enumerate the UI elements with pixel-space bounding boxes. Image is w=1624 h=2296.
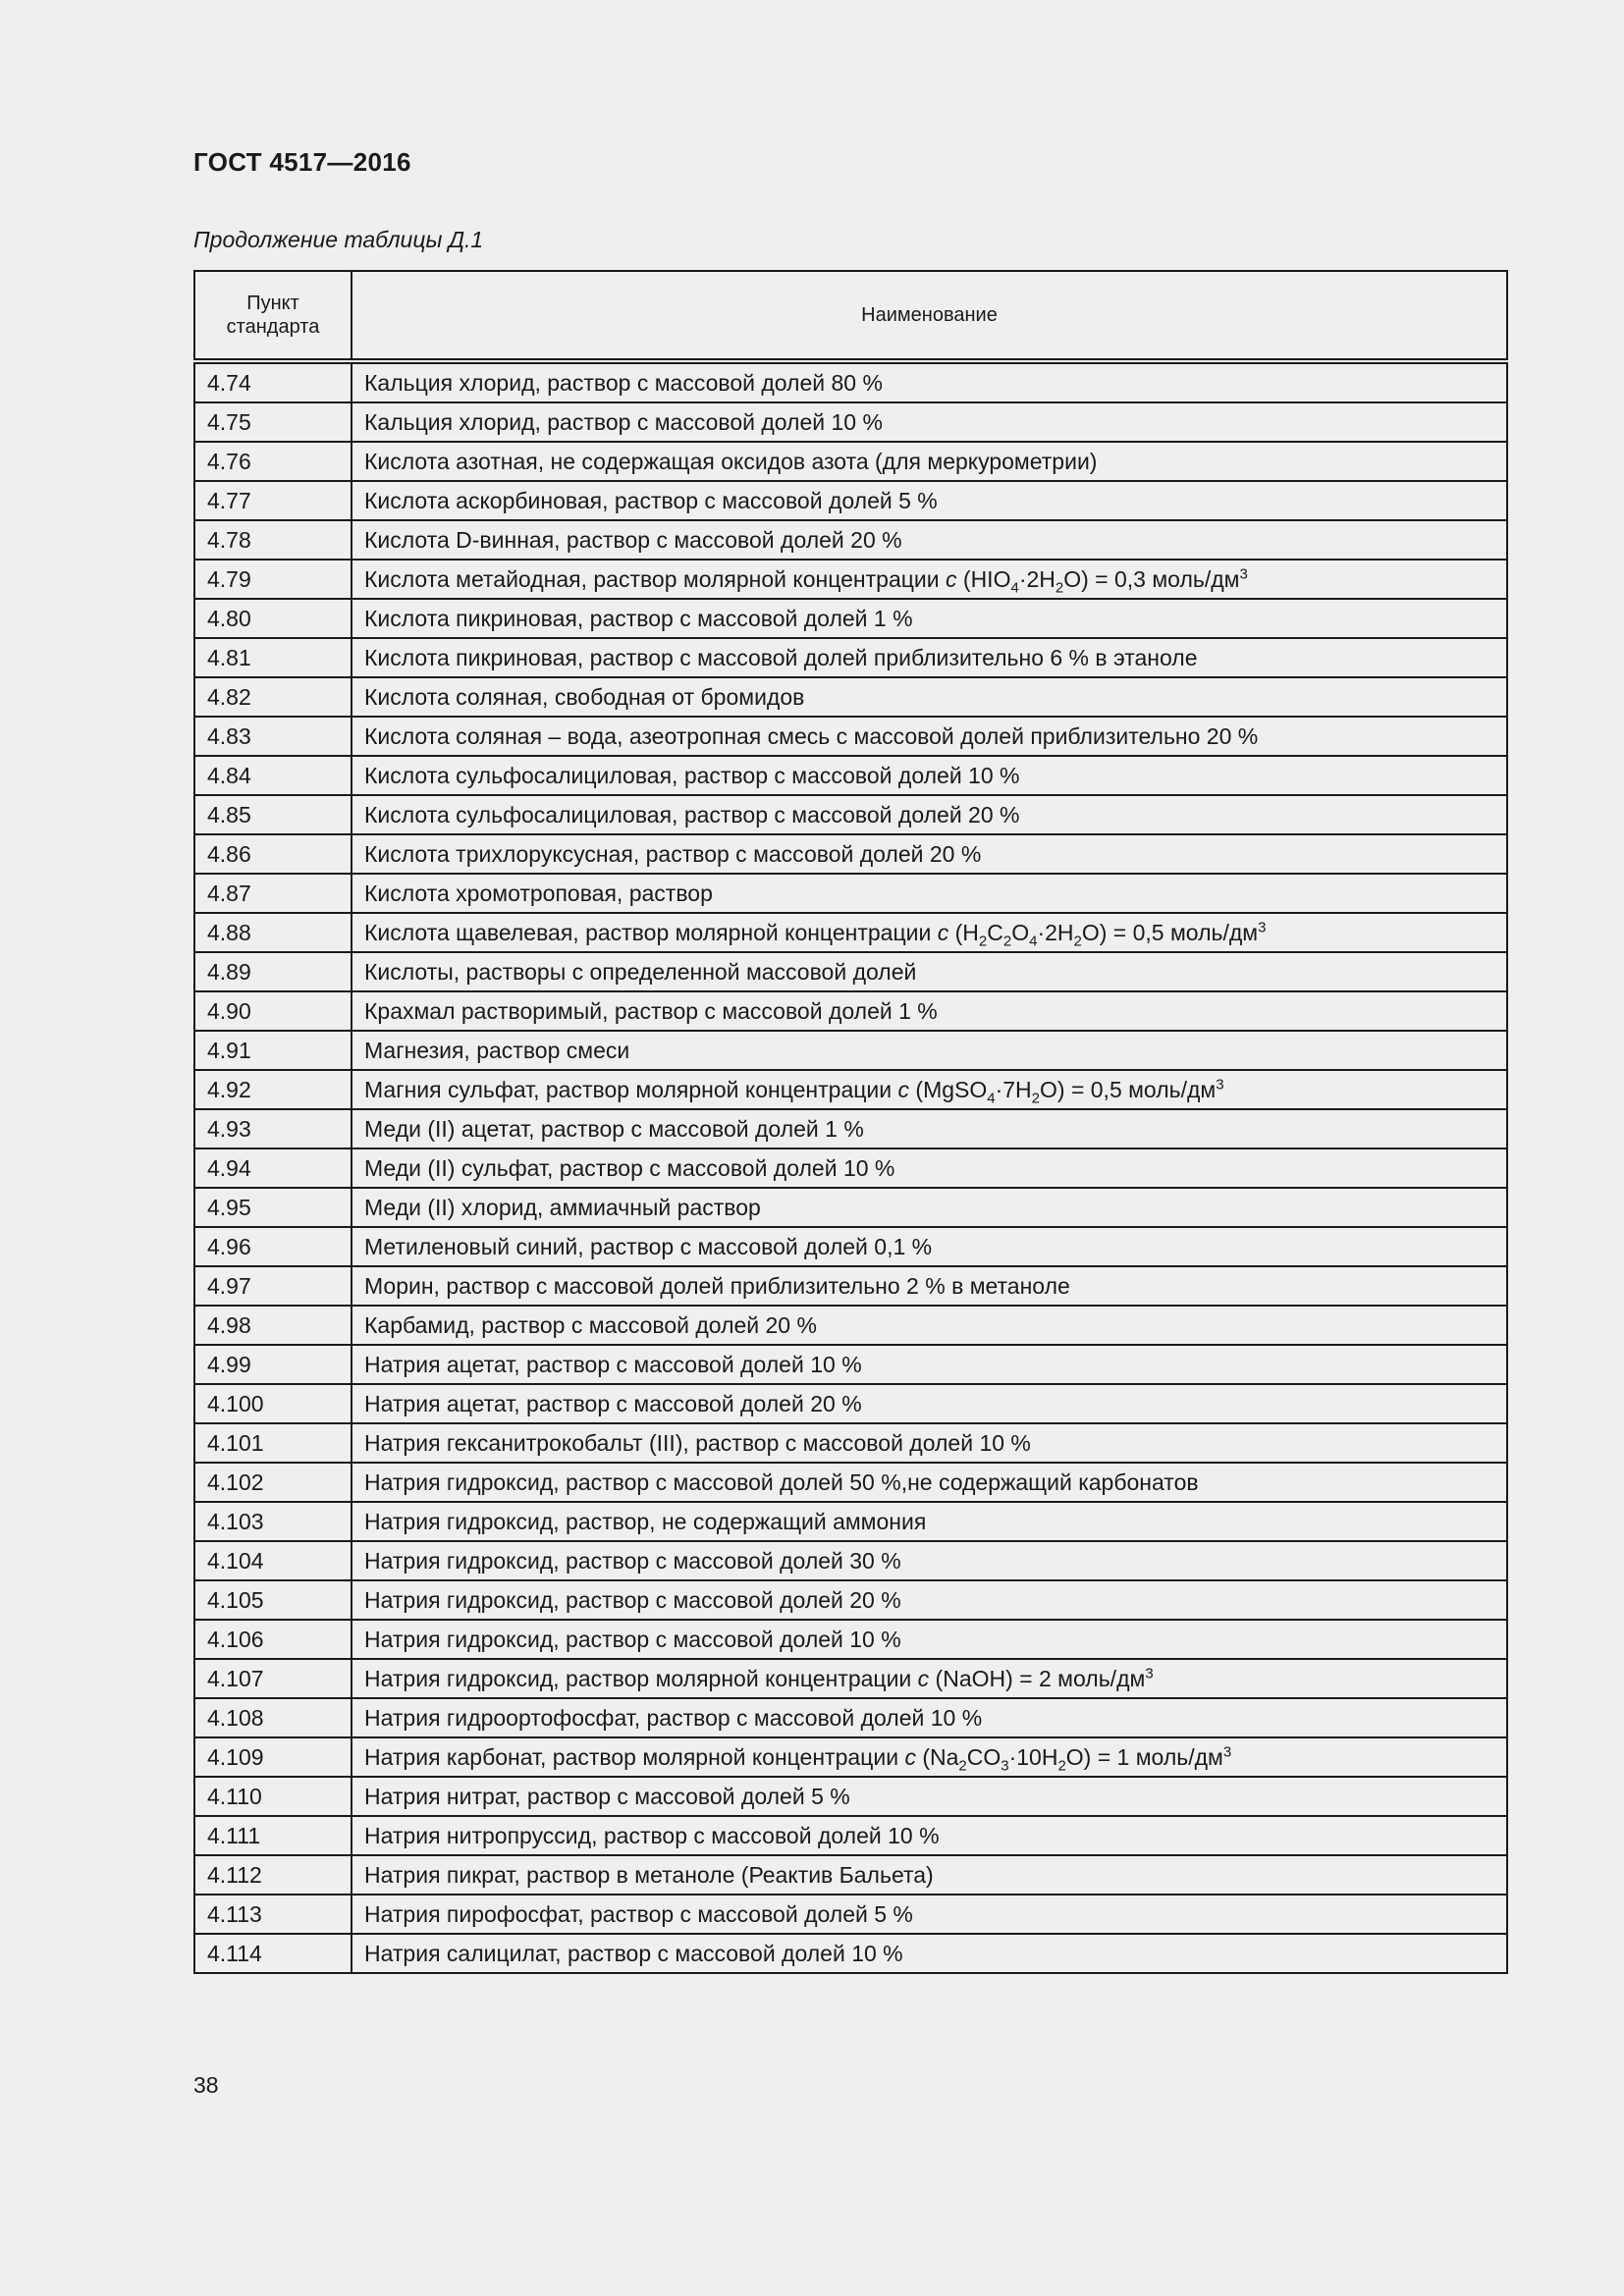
reagent-name-cell: Кислота соляная, свободная от бромидов (352, 677, 1507, 717)
table-row (194, 1541, 1507, 1580)
clause-number-cell: 4.108 (194, 1698, 352, 1737)
reagent-name-cell: Кислота трихлоруксусная, раствор с массовой долей 20 % (352, 834, 1507, 874)
clause-number-cell: 4.79 (194, 560, 352, 599)
reagent-name-cell: Натрия гидроксид, раствор с массовой долей 30 % (352, 1541, 1507, 1580)
table-row (194, 913, 1507, 952)
clause-number-cell: 4.106 (194, 1620, 352, 1659)
table-row (194, 1934, 1507, 1973)
reagent-name-cell: Меди (II) сульфат, раствор с массовой долей 10 % (352, 1148, 1507, 1188)
table-row (194, 1502, 1507, 1541)
table-row (194, 1031, 1507, 1070)
table-row (194, 1423, 1507, 1463)
clause-number-cell: 4.112 (194, 1855, 352, 1895)
page-number: 38 (193, 2072, 219, 2098)
table-row (194, 991, 1507, 1031)
clause-number-cell: 4.92 (194, 1070, 352, 1109)
clause-number-cell: 4.80 (194, 599, 352, 638)
table-body (194, 361, 1507, 1973)
clause-number-cell: 4.98 (194, 1306, 352, 1345)
clause-number-cell: 4.86 (194, 834, 352, 874)
reagent-name-cell: Кислота пикриновая, раствор с массовой долей приблизительно 6 % в этаноле (352, 638, 1507, 677)
clause-number-cell: 4.81 (194, 638, 352, 677)
clause-number-cell: 4.114 (194, 1934, 352, 1973)
clause-number-cell: 4.78 (194, 520, 352, 560)
clause-number-cell: 4.90 (194, 991, 352, 1031)
table-row (194, 481, 1507, 520)
table-row (194, 1698, 1507, 1737)
clause-number-cell: 4.105 (194, 1580, 352, 1620)
reagent-name-cell: Кислота сульфосалициловая, раствор с массовой долей 20 % (352, 795, 1507, 834)
header-clause-label: Пункт стандарта (226, 293, 320, 338)
header-name (352, 271, 1507, 361)
reagent-name-cell: Натрия нитропруссид, раствор с массовой долей 10 % (352, 1816, 1507, 1855)
clause-number-cell: 4.89 (194, 952, 352, 991)
table-row (194, 1070, 1507, 1109)
reagent-name-cell: Натрия карбонат, раствор молярной концентрации c $(Na_2CO_3\cdot 10H_2O) = 1$ моль/$дм^3$ (352, 1737, 1507, 1777)
clause-number-cell: 4.109 (194, 1737, 352, 1777)
table-row (194, 1855, 1507, 1895)
clause-number-cell: 4.102 (194, 1463, 352, 1502)
reagent-name-cell: Кислота метайодная, раствор молярной концентрации c $(HIO_4\cdot 2H_2O) = 0,3$ моль/$дм^3$ (352, 560, 1507, 599)
clause-number-cell: 4.76 (194, 442, 352, 481)
clause-number-cell: 4.94 (194, 1148, 352, 1188)
clause-number-cell: 4.88 (194, 913, 352, 952)
table-row (194, 361, 1507, 402)
table-header-row (194, 271, 1507, 361)
clause-number-cell: 4.99 (194, 1345, 352, 1384)
reagent-name-cell: Карбамид, раствор с массовой долей 20 % (352, 1306, 1507, 1345)
reagent-name-cell: Кислота хромотроповая, раствор (352, 874, 1507, 913)
clause-number-cell: 4.85 (194, 795, 352, 834)
reagent-name-cell: Натрия гидроксид, раствор с массовой долей 10 % (352, 1620, 1507, 1659)
reagent-name-cell: Натрия гексанитрокобальт (III), раствор с массовой долей 10 % (352, 1423, 1507, 1463)
header-name-label: Наименование (861, 304, 998, 326)
clause-number-cell: 4.100 (194, 1384, 352, 1423)
reagent-name-cell: Магнезия, раствор смеси (352, 1031, 1507, 1070)
table-row (194, 952, 1507, 991)
reagent-name-cell: Натрия гидроксид, раствор с массовой долей 50 %,не содержащий карбонатов (352, 1463, 1507, 1502)
reagent-name-cell: Кальция хлорид, раствор с массовой долей 10 % (352, 402, 1507, 442)
table-row (194, 1345, 1507, 1384)
reagent-name-cell: Кислота аскорбиновая, раствор с массовой долей 5 % (352, 481, 1507, 520)
reagent-name-cell: Кислота D-винная, раствор с массовой долей 20 % (352, 520, 1507, 560)
reagent-name-cell: Кислота соляная – вода, азеотропная смесь с массовой долей приблизительно 20 % (352, 717, 1507, 756)
table-row (194, 1384, 1507, 1423)
reagent-name-cell: Натрия нитрат, раствор с массовой долей 5 % (352, 1777, 1507, 1816)
table-row (194, 834, 1507, 874)
table-row (194, 795, 1507, 834)
table-row (194, 520, 1507, 560)
clause-number-cell: 4.95 (194, 1188, 352, 1227)
table-row (194, 638, 1507, 677)
table-row (194, 560, 1507, 599)
table-row (194, 1227, 1507, 1266)
clause-number-cell: 4.103 (194, 1502, 352, 1541)
clause-number-cell: 4.111 (194, 1816, 352, 1855)
reagent-name-cell: Кислоты, растворы с определенной массовой долей (352, 952, 1507, 991)
table-row (194, 1463, 1507, 1502)
clause-number-cell: 4.93 (194, 1109, 352, 1148)
clause-number-cell: 4.96 (194, 1227, 352, 1266)
reagent-name-cell: Натрия гидроксид, раствор, не содержащий аммония (352, 1502, 1507, 1541)
reagent-name-cell: Кислота пикриновая, раствор с массовой долей 1 % (352, 599, 1507, 638)
clause-number-cell: 4.84 (194, 756, 352, 795)
table-row (194, 442, 1507, 481)
table-row (194, 756, 1507, 795)
table-row (194, 1306, 1507, 1345)
reagent-name-cell: Меди (II) ацетат, раствор с массовой долей 1 % (352, 1109, 1507, 1148)
reagent-name-cell: Натрия гидроксид, раствор с массовой долей 20 % (352, 1580, 1507, 1620)
document-title: ГОСТ 4517—2016 (193, 147, 411, 177)
clause-number-cell: 4.110 (194, 1777, 352, 1816)
clause-number-cell: 4.87 (194, 874, 352, 913)
table-row (194, 1659, 1507, 1698)
reagent-name-cell: Кислота сульфосалициловая, раствор с массовой долей 10 % (352, 756, 1507, 795)
reagent-name-cell: Крахмал растворимый, раствор с массовой долей 1 % (352, 991, 1507, 1031)
clause-number-cell: 4.75 (194, 402, 352, 442)
reagent-name-cell: Натрия ацетат, раствор с массовой долей 20 % (352, 1384, 1507, 1423)
reagent-name-cell: Натрия ацетат, раствор с массовой долей 10 % (352, 1345, 1507, 1384)
clause-number-cell: 4.107 (194, 1659, 352, 1698)
table-row (194, 1895, 1507, 1934)
reagent-name-cell: Морин, раствор с массовой долей приблизительно 2 % в метаноле (352, 1266, 1507, 1306)
reagent-name-cell: Натрия пирофосфат, раствор с массовой долей 5 % (352, 1895, 1507, 1934)
clause-number-cell: 4.104 (194, 1541, 352, 1580)
clause-number-cell: 4.82 (194, 677, 352, 717)
reagent-name-cell: Меди (II) хлорид, аммиачный раствор (352, 1188, 1507, 1227)
reagents-table (193, 270, 1508, 1974)
clause-number-cell: 4.97 (194, 1266, 352, 1306)
reagent-name-cell: Натрия салицилат, раствор с массовой долей 10 % (352, 1934, 1507, 1973)
table-row (194, 1266, 1507, 1306)
table-row (194, 1188, 1507, 1227)
clause-number-cell: 4.91 (194, 1031, 352, 1070)
reagent-name-cell: Кислота щавелевая, раствор молярной концентрации c $(H_2C_2O_4\cdot 2H_2O) = 0,5$ моль/$дм^3$ (352, 913, 1507, 952)
header-clause (194, 271, 352, 361)
clause-number-cell: 4.101 (194, 1423, 352, 1463)
table-row (194, 874, 1507, 913)
table-caption: Продолжение таблицы Д.1 (193, 227, 484, 252)
table-row (194, 1816, 1507, 1855)
reagent-name-cell: Натрия гидроортофосфат, раствор с массовой долей 10 % (352, 1698, 1507, 1737)
table-row (194, 1580, 1507, 1620)
table-row (194, 677, 1507, 717)
table-row (194, 599, 1507, 638)
table-row (194, 1777, 1507, 1816)
table-row (194, 1737, 1507, 1777)
table-row (194, 1148, 1507, 1188)
reagent-name-cell: Метиленовый синий, раствор с массовой долей 0,1 % (352, 1227, 1507, 1266)
table-row (194, 1109, 1507, 1148)
clause-number-cell: 4.77 (194, 481, 352, 520)
reagent-name-cell: Натрия пикрат, раствор в метаноле (Реактив Бальета) (352, 1855, 1507, 1895)
clause-number-cell: 4.113 (194, 1895, 352, 1934)
clause-number-cell: 4.74 (194, 361, 352, 402)
table-row (194, 402, 1507, 442)
reagent-name-cell: Натрия гидроксид, раствор молярной концентрации c (NaOH) = 2 моль/$дм^3$ (352, 1659, 1507, 1698)
reagent-name-cell: Кислота азотная, не содержащая оксидов азота (для меркурометрии) (352, 442, 1507, 481)
clause-number-cell: 4.83 (194, 717, 352, 756)
reagent-name-cell: Магния сульфат, раствор молярной концентрации c $(MgSO_4\cdot 7H_2O) = 0,5$ моль/$дм^3$ (352, 1070, 1507, 1109)
table-row (194, 717, 1507, 756)
table-row (194, 1620, 1507, 1659)
reagent-name-cell: Кальция хлорид, раствор с массовой долей 80 % (352, 361, 1507, 402)
